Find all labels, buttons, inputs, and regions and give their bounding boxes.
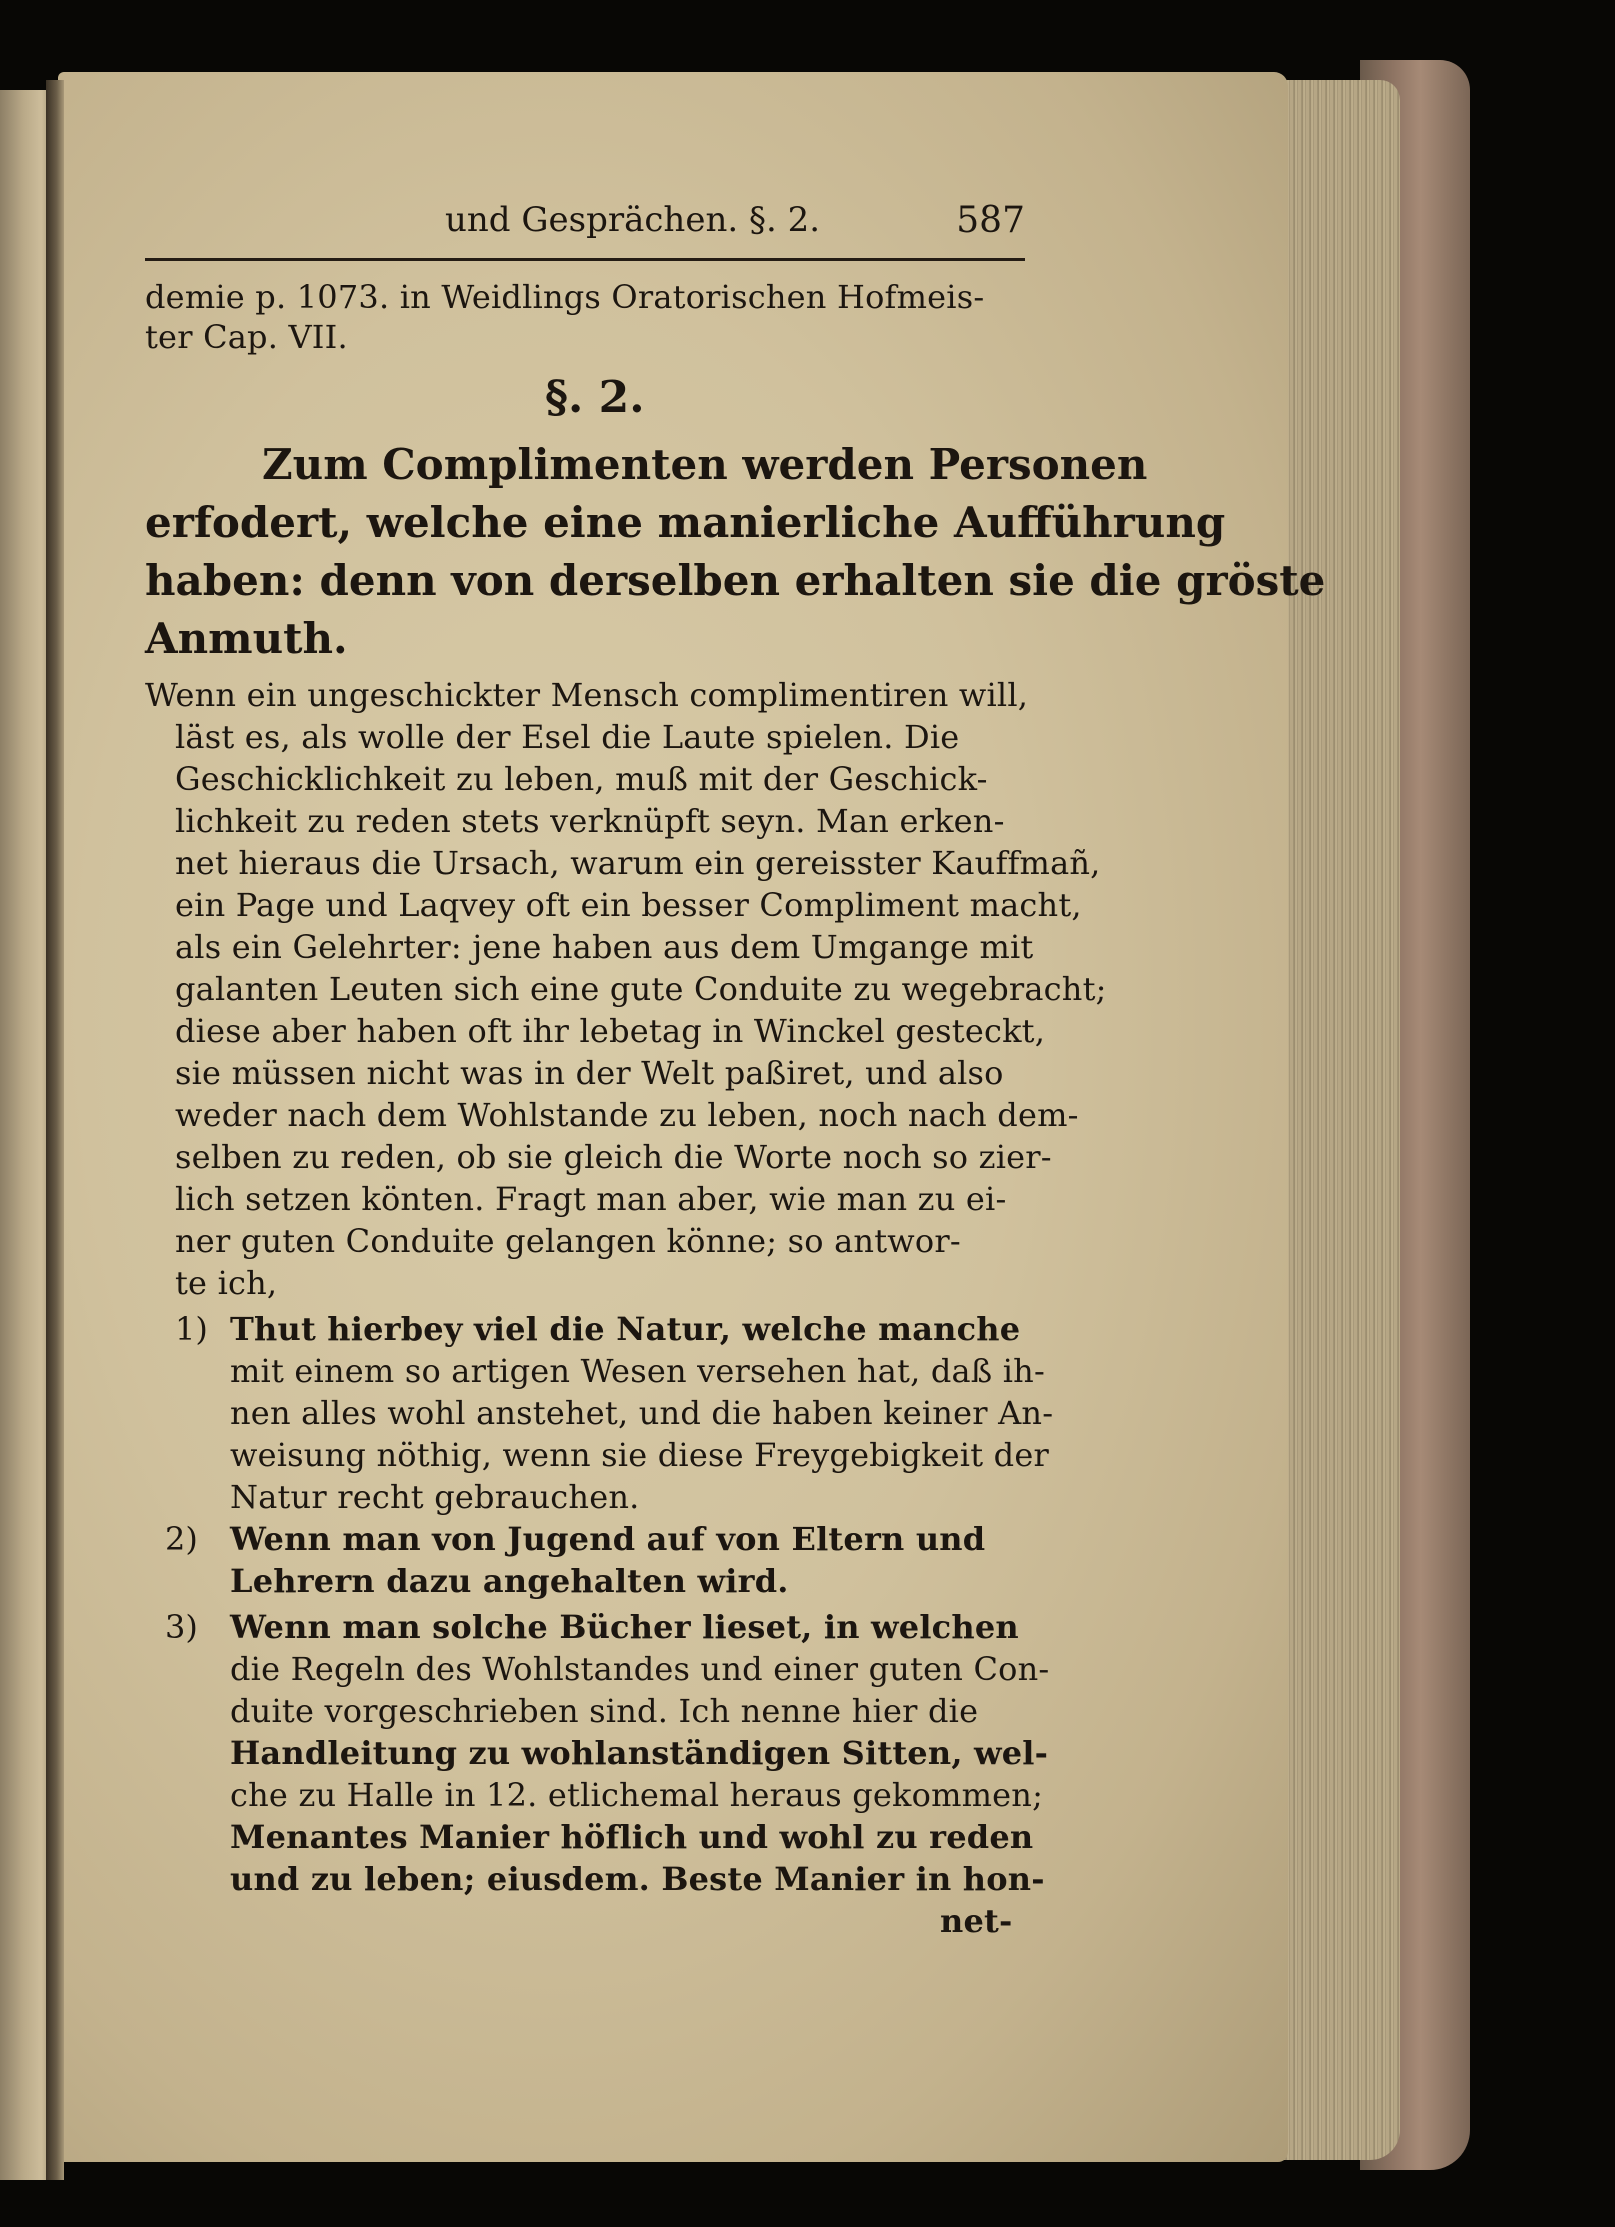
list-item-line: mit einem so artigen Wesen versehen hat, daß ih- (230, 1352, 1045, 1390)
paragraph-line: Wenn ein ungeschickter Mensch complimentiren will, (145, 676, 1029, 714)
section-heading-line: Anmuth. (145, 614, 348, 663)
list-item-line: und zu leben; eiusdem. Beste Manier in hon- (230, 1860, 1045, 1898)
paragraph-line: ner guten Conduite gelangen könne; so antwor- (175, 1222, 961, 1260)
paragraph-line: sie müssen nicht was in der Welt paßiret, und also (175, 1054, 1004, 1092)
list-item-line: Lehrern dazu angehalten wird. (230, 1562, 789, 1600)
list-item-line: duite vorgeschrieben sind. Ich nenne hier die (230, 1692, 979, 1730)
paragraph-line: lich setzen könten. Fragt man aber, wie man zu ei- (175, 1180, 1007, 1218)
list-number: 3) (165, 1608, 198, 1646)
paragraph-line: diese aber haben oft ihr lebetag in Winckel gesteckt, (175, 1012, 1046, 1050)
catchword: net- (940, 1902, 1013, 1940)
page-number: 587 (956, 200, 1025, 241)
paragraph-line: weder nach dem Wohlstande zu leben, noch nach dem- (175, 1096, 1079, 1134)
list-item-line: die Regeln des Wohlstandes und einer guten Con- (230, 1650, 1050, 1688)
section-heading-line: Zum Complimenten werden Personen (262, 440, 1148, 489)
section-heading-line: haben: denn von derselben erhalten sie die gröste (145, 556, 1326, 605)
list-item-line: Menantes Manier höflich und wohl zu reden (230, 1818, 1034, 1856)
list-item-line: nen alles wohl anstehet, und die haben keiner An- (230, 1394, 1054, 1432)
paragraph-line: Geschicklichkeit zu leben, muß mit der Geschick- (175, 760, 988, 798)
running-header (145, 200, 1025, 250)
paragraph-line: lichkeit zu reden stets verknüpft seyn. Man erken- (175, 802, 1005, 840)
running-title: und Gesprächen. §. 2. (445, 200, 821, 240)
paragraph-line: net hieraus die Ursach, warum ein gereisster Kauffmañ, (175, 844, 1101, 882)
book-gutter (46, 80, 64, 2180)
continuation-line: demie p. 1073. in Weidlings Oratorischen Hofmeis- (145, 278, 985, 316)
list-number: 1) (175, 1310, 208, 1348)
section-number: §. 2. (545, 372, 645, 423)
list-item-line: Wenn man solche Bücher lieset, in welchen (230, 1608, 1019, 1646)
paragraph-line: läst es, als wolle der Esel die Laute spielen. Die (175, 718, 960, 756)
continuation-line: ter Cap. VII. (145, 318, 348, 356)
left-page-edge (0, 90, 52, 2180)
list-item-line: che zu Halle in 12. etlichemal heraus gekommen; (230, 1776, 1044, 1814)
paragraph-line: ein Page und Laqvey oft ein besser Compliment macht, (175, 886, 1082, 924)
paragraph-line: als ein Gelehrter: jene haben aus dem Umgange mit (175, 928, 1034, 966)
list-item-line: Wenn man von Jugend auf von Eltern und (230, 1520, 986, 1558)
list-item-line: Natur recht gebrauchen. (230, 1478, 640, 1516)
list-number: 2) (165, 1520, 198, 1558)
paragraph-line: selben zu reden, ob sie gleich die Worte noch so zier- (175, 1138, 1052, 1176)
list-item-line: Handleitung zu wohlanständigen Sitten, wel- (230, 1734, 1049, 1772)
paragraph-line: galanten Leuten sich eine gute Conduite zu wegebracht; (175, 970, 1107, 1008)
list-item-line: Thut hierbey viel die Natur, welche manche (230, 1310, 1021, 1348)
section-heading-line: erfodert, welche eine manierliche Aufführung (145, 498, 1226, 547)
header-rule (145, 258, 1025, 261)
list-item-line: weisung nöthig, wenn sie diese Freygebigkeit der (230, 1436, 1049, 1474)
paragraph-line: te ich, (175, 1264, 278, 1302)
